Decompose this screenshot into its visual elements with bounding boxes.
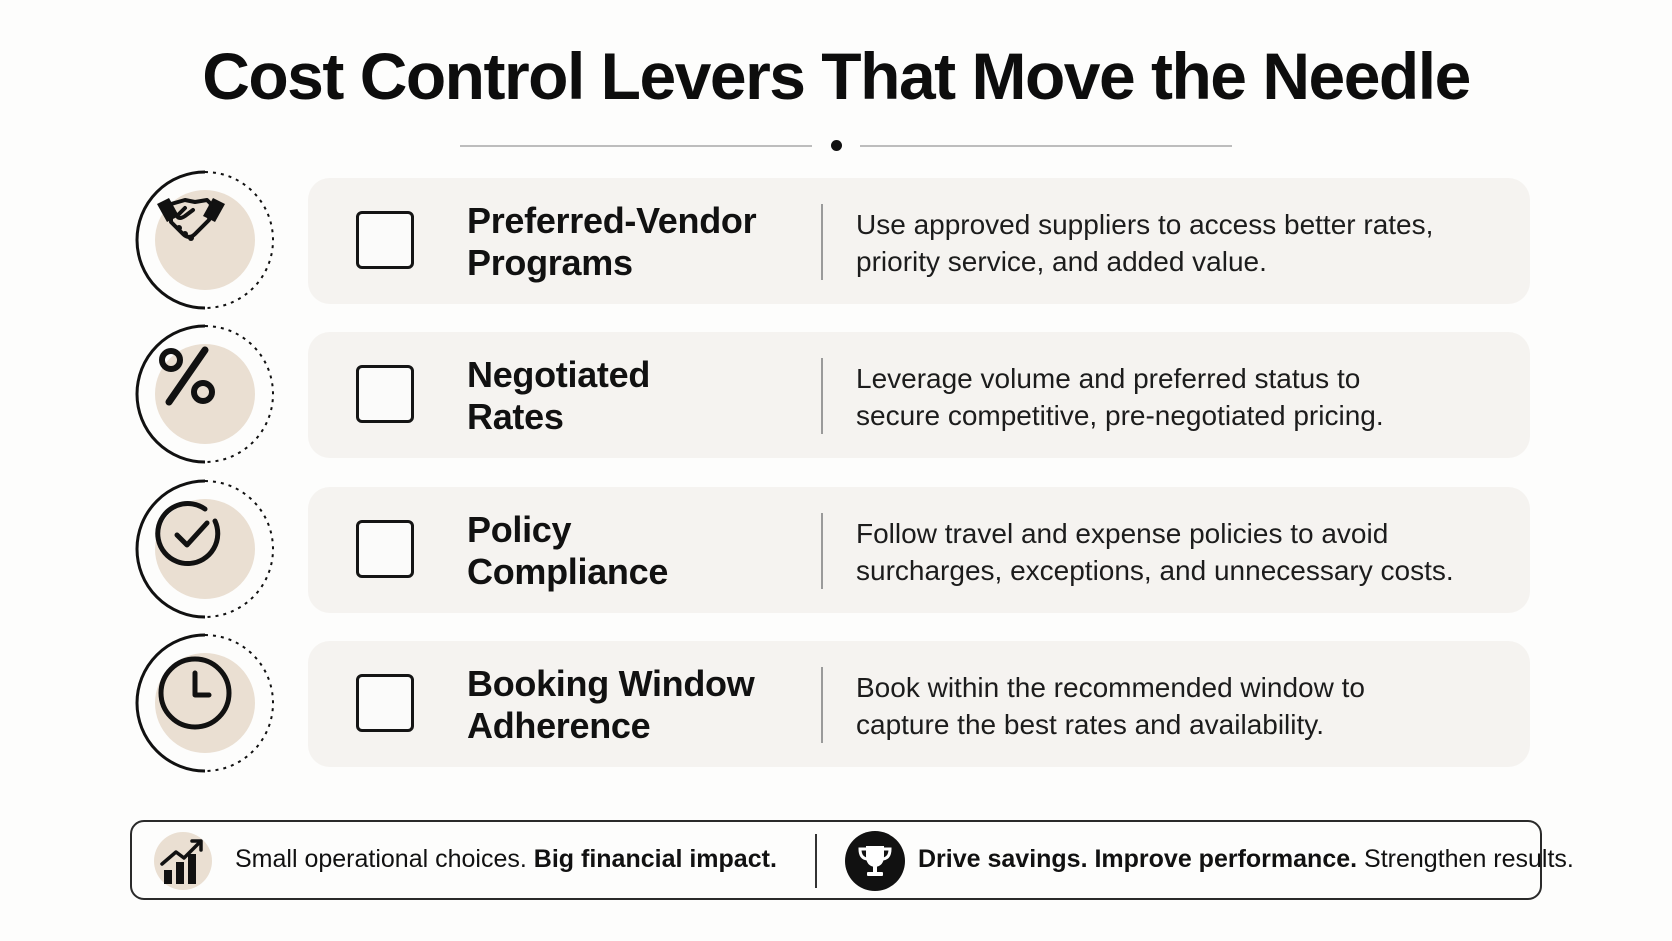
lever-card: [308, 178, 1530, 304]
lever-badge: [133, 477, 277, 621]
lever-row-booking-window: [0, 631, 1672, 771]
footer-banner: [130, 820, 1574, 900]
card-separator: [821, 667, 823, 743]
card-separator: [821, 204, 823, 280]
lever-title: Policy Compliance: [467, 509, 669, 592]
lever-checkbox[interactable]: [356, 211, 414, 269]
lever-description: Leverage volume and preferred status to secure competitive, pre-negotiated pricing.: [856, 363, 1384, 431]
growth-chart-icon: [152, 830, 216, 892]
lever-description: Book within the recommended window to capture the best rates and availability.: [856, 672, 1365, 740]
footer-right-message: Drive savings. Improve performance. Strengthen results.: [918, 845, 1574, 873]
trophy-icon: [845, 831, 905, 891]
card-separator: [821, 358, 823, 434]
lever-title: Preferred-Vendor Programs: [467, 200, 757, 283]
lever-checkbox[interactable]: [356, 674, 414, 732]
lever-title: Booking Window Adherence: [467, 663, 755, 746]
lever-title: Negotiated Rates: [467, 354, 651, 437]
lever-card: [308, 641, 1530, 767]
card-separator: [821, 513, 823, 589]
divider-dot: [831, 140, 842, 151]
lever-card: [308, 487, 1530, 613]
lever-badge: [133, 168, 277, 312]
lever-checkbox[interactable]: [356, 520, 414, 578]
lever-badge: [133, 322, 277, 466]
lever-card: [308, 332, 1530, 458]
lever-description: Use approved suppliers to access better rates, priority service, and added value.: [856, 209, 1434, 277]
lever-row-preferred-vendor: [0, 168, 1672, 308]
footer-separator: [815, 834, 817, 888]
title-divider: [460, 140, 1232, 152]
lever-checkbox[interactable]: [356, 365, 414, 423]
lever-description: Follow travel and expense policies to avoid surcharges, exceptions, and unnecessary costs.: [856, 518, 1454, 586]
lever-row-negotiated-rates: [0, 322, 1672, 462]
lever-row-policy-compliance: [0, 477, 1672, 617]
page-title: Cost Control Levers That Move the Needle: [202, 39, 1470, 113]
lever-badge: [133, 631, 277, 775]
footer-left-message: Small operational choices. Big financial impact.: [235, 845, 777, 873]
